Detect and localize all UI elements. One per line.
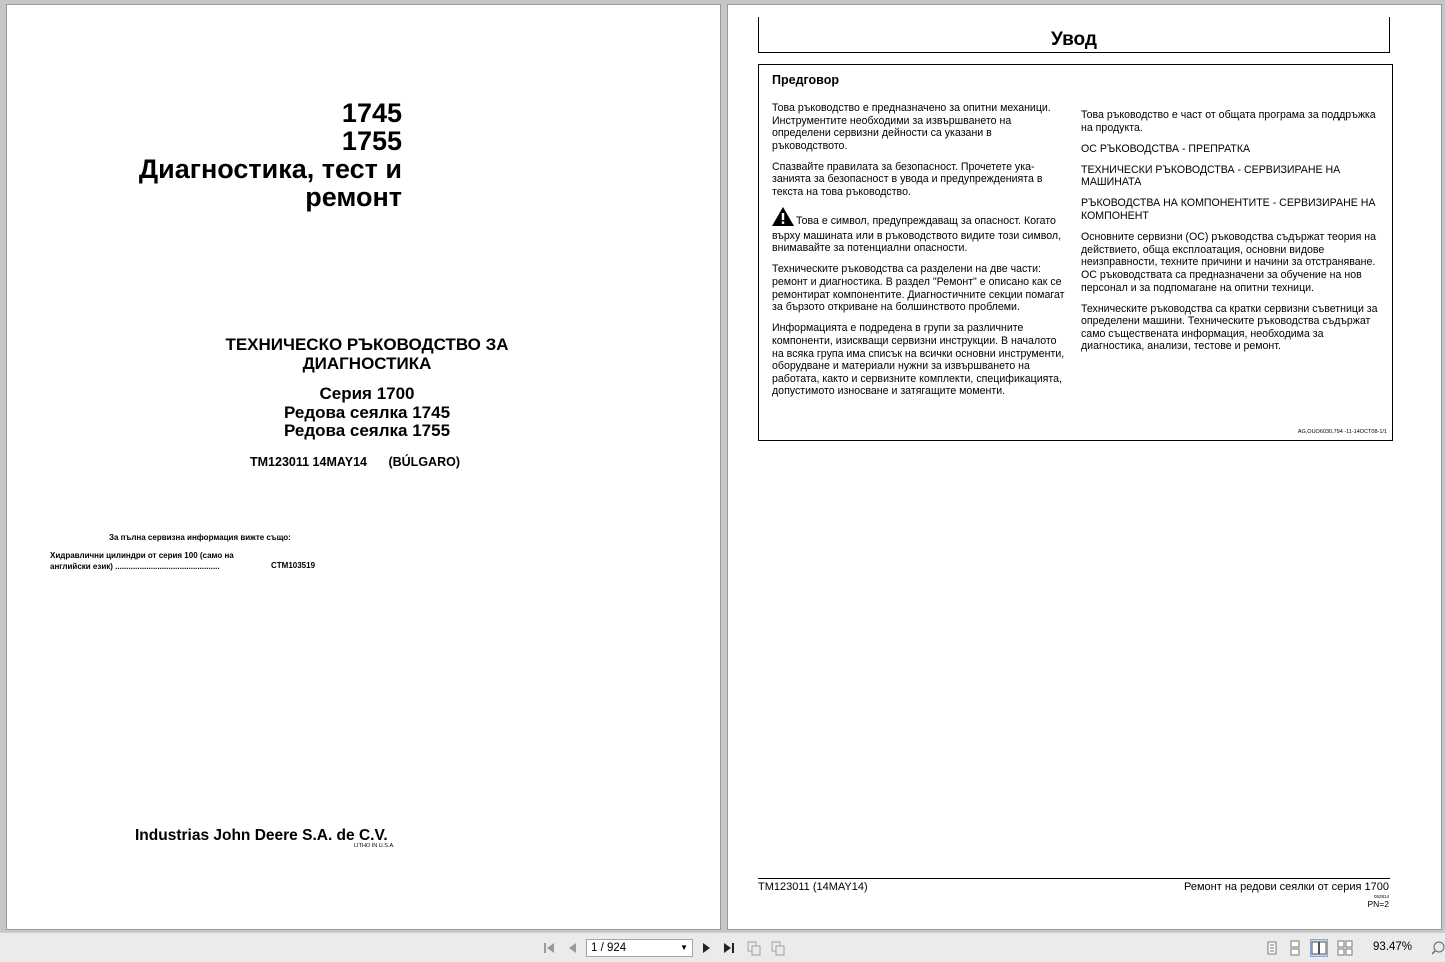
- foreword-box: [758, 64, 1393, 441]
- zoom-icon[interactable]: [1432, 940, 1445, 956]
- page-number: PN=2: [1367, 899, 1389, 909]
- paragraph: Основните сервизни (ОС) ръководства съдържат теория на действието, обща експлоатация, основни видове неизправности, техните причини и начини за отстраняване. ОС ръководствата са предназначени за обучение на нов персонал и за подпомагане на опитни техници.: [1081, 231, 1376, 294]
- page-number-select[interactable]: [586, 939, 693, 957]
- chevron-down-icon: ▼: [680, 943, 688, 952]
- last-page-icon[interactable]: [721, 940, 737, 956]
- next-page-icon[interactable]: [698, 940, 714, 956]
- reference-code: CTM103519: [271, 561, 316, 570]
- foreword-title: Предговор: [772, 73, 839, 87]
- tm-code: TM123011 14MAY14: [250, 455, 367, 469]
- paragraph: Това ръководство е предназначено за опитни механици. Инструментите необходими за извършването на определени сервизни дейности са указани в ръководството.: [772, 102, 1051, 152]
- page-right: [727, 4, 1442, 930]
- manual-type: ТЕХНИЧЕСКО РЪКОВОДСТВО ЗА ДИАГНОСТИКА: [225, 335, 509, 373]
- footer-title: Ремонт на редови сеялки от серия 1700: [1184, 881, 1389, 893]
- paragraph: Това ръководство е част от общата програма за поддръжка на продукта.: [1081, 109, 1376, 134]
- footer-tm-code: TM123011 (14MAY14): [758, 881, 868, 893]
- litho-note: LITHO IN U.S.A.: [354, 843, 395, 849]
- publisher: Industrias John Deere S.A. de C.V.: [135, 827, 388, 844]
- product-1745: Редова сеялка 1745: [283, 402, 451, 422]
- section-header: [758, 17, 1390, 53]
- facing-icon[interactable]: [1311, 940, 1327, 956]
- left-column: [772, 102, 1069, 406]
- document-id: AG,OUO6030,794 -11-14OCT08-1/1: [1297, 429, 1387, 435]
- single-page-icon[interactable]: [1264, 940, 1280, 956]
- warning-paragraph: [772, 207, 1069, 255]
- reference-item: Хидравлични цилиндри от серия 100 (само на английски език) ...............................................: [50, 551, 234, 571]
- paragraph: Техническите ръководства са разделени на две части: ремонт и диагностика. В раздел "Ремонт" е описано как се ремонтират компонентите. Диагностичните секции помагат за бързото откриване на болшинството проблеми.: [772, 263, 1065, 314]
- manual-category: ТЕХНИЧЕСКИ РЪКОВОДСТВА - СЕРВИЗИРАНЕ НА МАШИНАТА: [1081, 163, 1341, 189]
- page-left: [6, 4, 721, 930]
- model-number-1745: 1745: [341, 98, 402, 128]
- first-page-icon[interactable]: [541, 940, 557, 956]
- prev-page-icon[interactable]: [565, 940, 581, 956]
- footer-divider: [758, 878, 1390, 879]
- language-label: (BÚLGARO): [388, 455, 460, 469]
- section-title: Увод: [1051, 29, 1097, 50]
- viewer-toolbar: [0, 932, 1445, 962]
- manual-category: РЪКОВОДСТВА НА КОМПОНЕНТИТЕ - СЕРВИЗИРАНЕ НА КОМПОНЕНТ: [1081, 197, 1376, 223]
- continuous-icon[interactable]: [1287, 940, 1303, 956]
- paragraph: Спазвайте правилата за безопасност. Прочетете ука-занията за безопасност в увода и предупрежденията в текста на това ръководство.: [772, 160, 1043, 199]
- tm-code-line: [250, 455, 460, 469]
- product-1755: Редова сеялка 1755: [283, 421, 451, 440]
- manual-category: ОС РЪКОВОДСТВА - ПРЕПРАТКА: [1081, 142, 1251, 155]
- page-indicator: 1 / 924: [591, 942, 627, 954]
- see-also-heading: За пълна сервизна информация вижте също:: [109, 533, 291, 542]
- series-label: Серия 1700: [319, 384, 415, 403]
- paragraph: Информацията е подредена в групи за различните компоненти, изискващи сервизни инструкции. В началото на всяка група има списък на всички основни инструменти, оборудване и материали нужни за извършването на работата, както и сервизните комплекти, спецификацията, допустимото износване и затягащите моменти.: [772, 322, 1065, 398]
- warning-triangle-icon: [772, 207, 794, 230]
- warning-text: Това е символ, предупреждаващ за опасност. Когато върху машината или в ръководството видите този символ, внимавайте за потенциални опасности.: [772, 215, 1062, 255]
- back-icon[interactable]: [746, 940, 762, 956]
- right-column: [1081, 109, 1381, 362]
- model-number-1755: 1755: [341, 126, 402, 156]
- zoom-level[interactable]: 93.47%: [1373, 941, 1413, 953]
- series-block: [167, 385, 567, 441]
- footer-date-code: 052814: [1373, 894, 1389, 899]
- document-title: Диагностика, тест и ремонт: [138, 154, 402, 212]
- paragraph: Техническите ръководства са кратки сервизни съветници за определени машини. Техническите ръководства съдържат само съществената информация, необходима за диагностика, анализи, тестове и ремонт.: [1081, 302, 1378, 353]
- continuous-facing-icon[interactable]: [1337, 940, 1353, 956]
- forward-icon[interactable]: [770, 940, 786, 956]
